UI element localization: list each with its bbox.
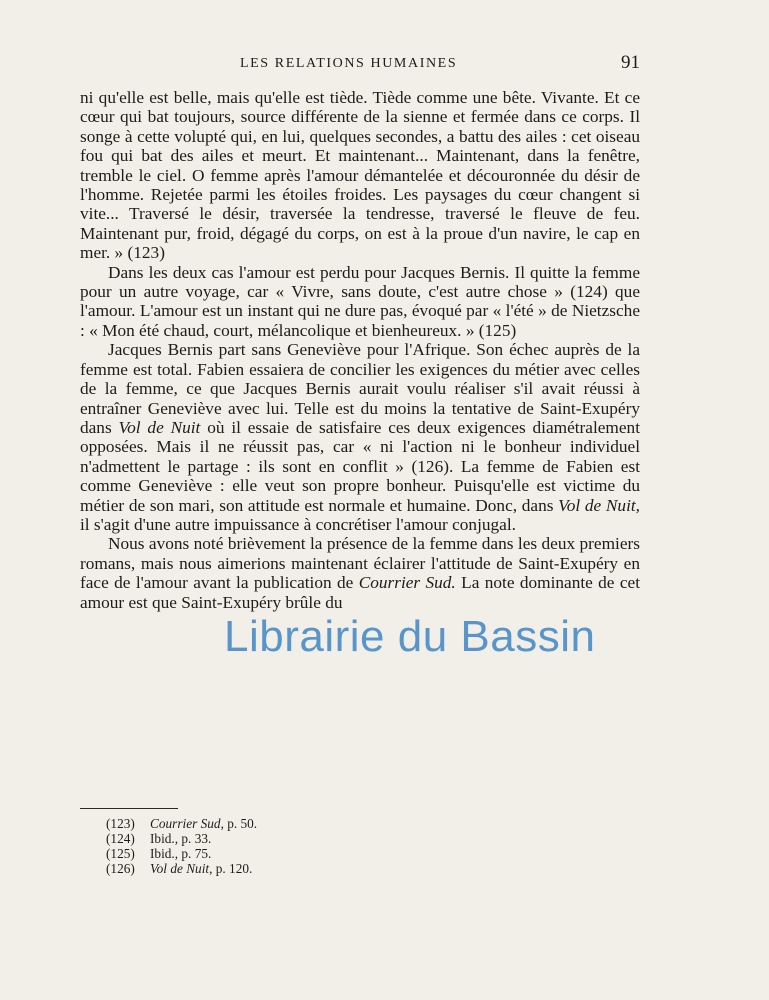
footnote-number: (124) (106, 831, 135, 846)
footnote-text (150, 831, 211, 846)
footnote-text (150, 846, 211, 861)
footnote-number: (123) (106, 816, 135, 831)
book-title: Vol de Nuit, (558, 495, 640, 515)
paragraph-text: où il essaie de satisfaire ces deux exigences diamétralement opposées. Mais il ne réussit pas, car « ni l'action ni le bonheur individuel n'admettent le partage : ils sont en conflit » (126). La femme de Fabien est comme Geneviève : elle veut son propre bonheur. Puisqu'elle est victime du métier de son mari, son attitude est normale et humaine. Donc, dans (80, 417, 640, 515)
book-title: Vol de Nuit (118, 417, 201, 437)
footnote (106, 831, 506, 846)
paragraph-bernis-africa (80, 340, 640, 534)
footnote-reference: , p. 120. (209, 861, 253, 876)
paragraph-text: Nous avons noté brièvement la présence de la femme dans les deux premiers romans, mais nous aimerions maintenant éclairer l'attitude de Saint-Exupéry en face de l'amour avant la publication de (80, 534, 640, 593)
paragraph-woman-novels (80, 534, 640, 612)
body-text (80, 88, 640, 612)
footnote (106, 816, 506, 831)
footnotes (106, 816, 506, 876)
footnote-reference: Ibid., p. 75. (150, 846, 212, 861)
running-title: LES RELATIONS HUMAINES (240, 56, 458, 71)
paragraph-text: il s'agit d'une autre impuissance à concrétiser l'amour conjugal. (80, 514, 516, 534)
footnote-text (150, 816, 257, 831)
footnote-divider (80, 808, 178, 809)
paragraph-quote-continuation: ni qu'elle est belle, mais qu'elle est tiède. Tiède comme une bête. Vivante. Et ce cœur qui bat toujours, source différente de la sienne et fermée dans ce corps. Il songe à cette volupté qui, en lui, quelques secondes, a battu des ailes : cet oiseau fou qui bat des ailes et meurt. Et maintenant... Maintenant, dans la fenêtre, tremble le ciel. O femme après l'amour démantelée et découronnée du désir de l'homme. Rejetée parmi les étoiles froides. Les paysages du cœur changent si vite... Traversé le désir, traversée la tendresse, traversé le fleuve de feu. Maintenant pur, froid, dégagé du corps, on est à la proue d'un navire, le cap en mer. » (123) (80, 88, 640, 263)
paragraph-text: Jacques Bernis part sans Geneviève pour l'Afrique. Son échec auprès de la femme est total. Fabien essaiera de concilier les exigences du métier avec celles de la femme, ce que Jacques Bernis aurait voulu réaliser s'il avait réussi à entraîner Geneviève avec lui. Telle est du moins la tentative de Saint-Exupéry dans (80, 340, 640, 437)
running-head (80, 54, 640, 82)
book-title: Courrier Sud. (358, 573, 456, 593)
book-title: Vol de Nuit (150, 861, 210, 876)
footnote-reference: , p. 50. (220, 816, 258, 831)
footnote-number: (125) (106, 846, 135, 861)
footnote (106, 846, 506, 861)
paragraph-text: La note dominante de cet amour est que Saint-Exupéry brûle du (80, 573, 640, 612)
watermark: Librairie du Bassin (224, 612, 596, 661)
paragraph-love-lost: Dans les deux cas l'amour est perdu pour Jacques Bernis. Il quitte la femme pour un autre voyage, car « Vivre, sans doute, c'est autre chose » (124) que l'amour. L'amour est un instant qui ne dure pas, évoqué par « l'été » de Nietzsche : « Mon été chaud, court, mélancolique et bienheureux. » (125) (80, 262, 640, 340)
book-title: Courrier Sud (150, 816, 221, 831)
footnote-number: (126) (106, 861, 135, 876)
footnote-text (150, 861, 252, 876)
footnote (106, 861, 506, 876)
page-number: 91 (621, 52, 640, 73)
footnote-reference: Ibid., p. 33. (150, 831, 212, 846)
